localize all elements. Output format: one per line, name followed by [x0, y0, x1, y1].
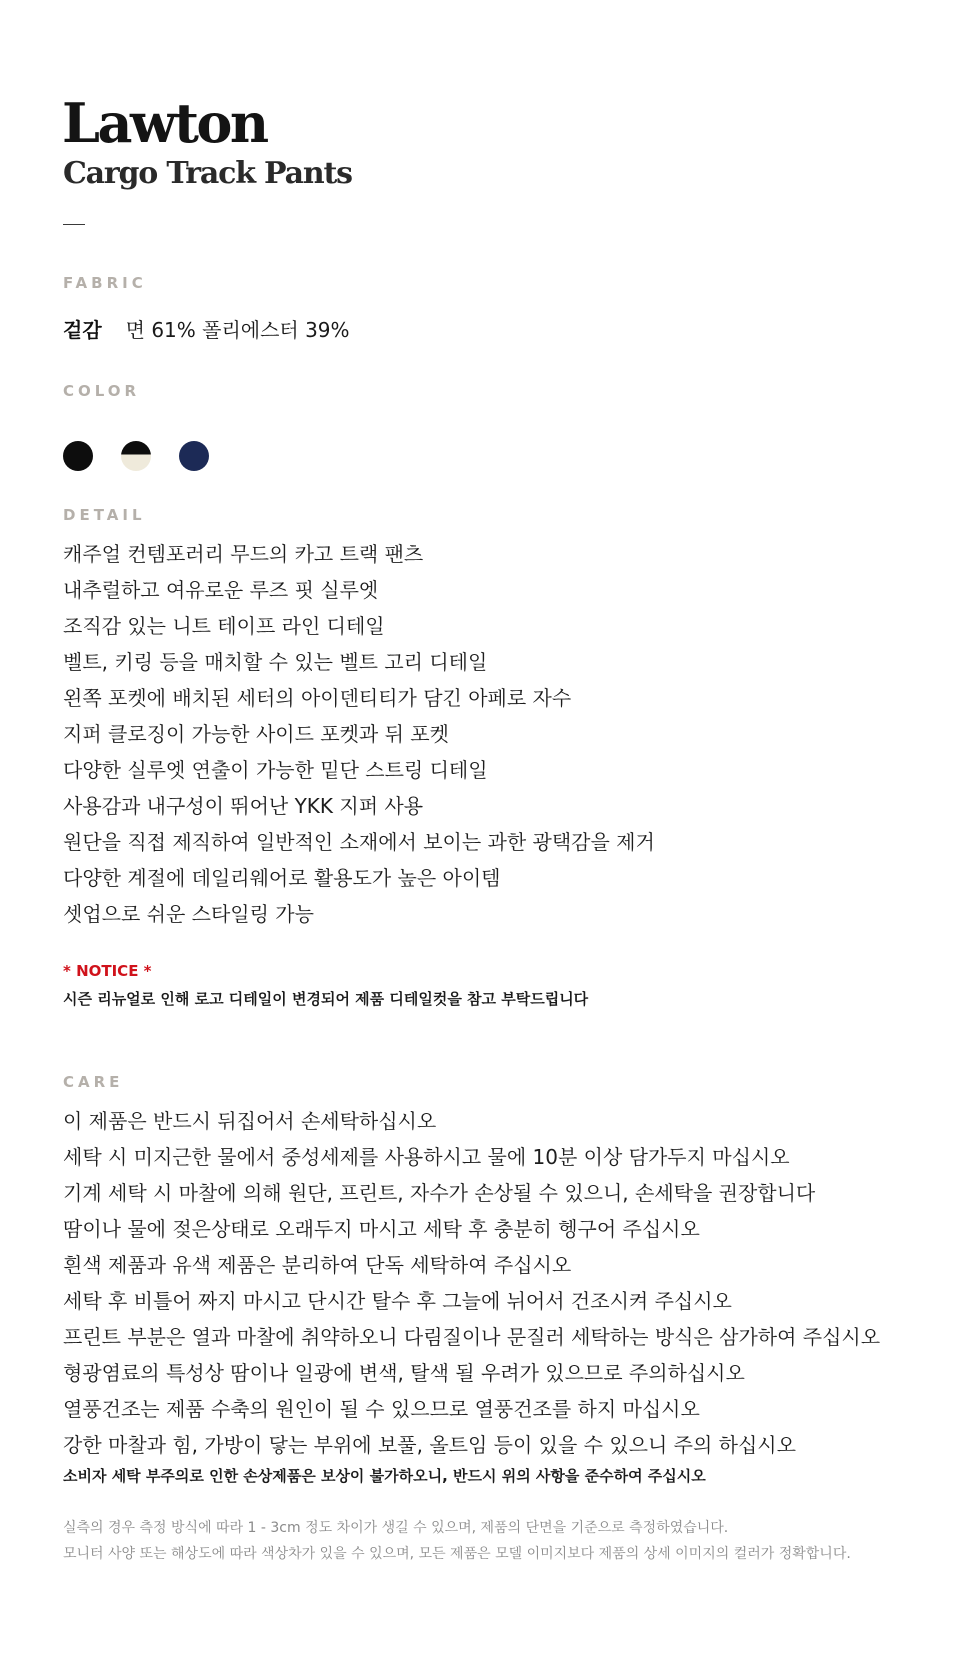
list-item: 형광염료의 특성상 땀이나 일광에 변색, 탈색 될 우려가 있으므로 주의하십시오 [63, 1361, 745, 1385]
list-item: 조직감 있는 니트 테이프 라인 디테일 [63, 614, 385, 638]
fabric-material: 면 61% 폴리에스터 39% [125, 318, 350, 342]
list-item: 왼쪽 포켓에 배치된 세터의 아이덴티티가 담긴 아페로 자수 [63, 686, 572, 710]
list-item: 다양한 계절에 데일리웨어로 활용도가 높은 아이템 [63, 866, 501, 890]
list-item: 다양한 실루엣 연출이 가능한 밑단 스트링 디테일 [63, 758, 488, 782]
list-item: 사용감과 내구성이 뛰어난 YKK 지퍼 사용 [63, 794, 424, 818]
detail-section-label: DETAIL [63, 506, 146, 524]
list-item: 강한 마찰과 힘, 가방이 닿는 부위에 보풀, 올트임 등이 있을 수 있으니 주의 하십시오 [63, 1433, 796, 1457]
care-section-label: CARE [63, 1073, 124, 1091]
footnote-color: 모니터 사양 또는 해상도에 따라 색상차가 있을 수 있으며, 모든 제품은 모델 이미지보다 제품의 상세 이미지의 컬러가 정확합니다. [63, 1546, 851, 1562]
color-section-label: COLOR [63, 382, 141, 400]
fabric-section-label: FABRIC [63, 274, 147, 292]
list-item: 기계 세탁 시 마찰에 의해 원단, 프린트, 자수가 손상될 수 있으니, 손세탁을 권장합니다 [63, 1181, 816, 1205]
list-item: 땀이나 물에 젖은상태로 오래두지 마시고 세탁 후 충분히 헹구어 주십시오 [63, 1217, 700, 1241]
detail-list [63, 536, 655, 932]
care-list [63, 1103, 880, 1463]
list-item: 세탁 후 비틀어 짜지 마시고 단시간 탈수 후 그늘에 뉘어서 건조시켜 주십시오 [63, 1289, 732, 1313]
title-divider [63, 224, 85, 225]
notice-text: 시즌 리뉴얼로 인해 로고 디테일이 변경되어 제품 디테일컷을 참고 부탁드립니다 [63, 990, 589, 1008]
color-swatches [63, 441, 237, 471]
list-item: 원단을 직접 제직하여 일반적인 소재에서 보이는 과한 광택감을 제거 [63, 830, 655, 854]
product-brand-title: Lawton [62, 91, 267, 155]
list-item: 셋업으로 쉬운 스타일링 가능 [63, 902, 314, 926]
list-item: 캐주얼 컨템포러리 무드의 카고 트랙 팬츠 [63, 542, 424, 566]
list-item: 내추럴하고 여유로운 루즈 핏 실루엣 [63, 578, 379, 602]
list-item: 흰색 제품과 유색 제품은 분리하여 단독 세탁하여 주십시오 [63, 1253, 572, 1277]
list-item: 열풍건조는 제품 수축의 원인이 될 수 있으므로 열풍건조를 하지 마십시오 [63, 1397, 700, 1421]
color-swatch-black-ivory [121, 441, 151, 471]
notice-title: * NOTICE * [63, 962, 152, 980]
product-subtitle: Cargo Track Pants [63, 156, 352, 191]
color-swatch-black [63, 441, 93, 471]
list-item: 이 제품은 반드시 뒤집어서 손세탁하십시오 [63, 1109, 437, 1133]
list-item: 프린트 부분은 열과 마찰에 취약하오니 다림질이나 문질러 세탁하는 방식은 삼가하여 주십시오 [63, 1325, 881, 1349]
care-warning: 소비자 세탁 부주의로 인한 손상제품은 보상이 불가하오니, 반드시 위의 사항을 준수하여 주십시오 [63, 1467, 706, 1485]
fabric-part-label: 겉감 [63, 318, 102, 342]
fabric-row [63, 318, 350, 342]
list-item: 지퍼 클로징이 가능한 사이드 포켓과 뒤 포켓 [63, 722, 449, 746]
color-swatch-navy [179, 441, 209, 471]
list-item: 벨트, 키링 등을 매치할 수 있는 벨트 고리 디테일 [63, 650, 488, 674]
footnote-measurement: 실측의 경우 측정 방식에 따라 1 - 3cm 정도 차이가 생길 수 있으며, 제품의 단면을 기준으로 측정하였습니다. [63, 1520, 729, 1536]
list-item: 세탁 시 미지근한 물에서 중성세제를 사용하시고 물에 10분 이상 담가두지 마십시오 [63, 1145, 790, 1169]
